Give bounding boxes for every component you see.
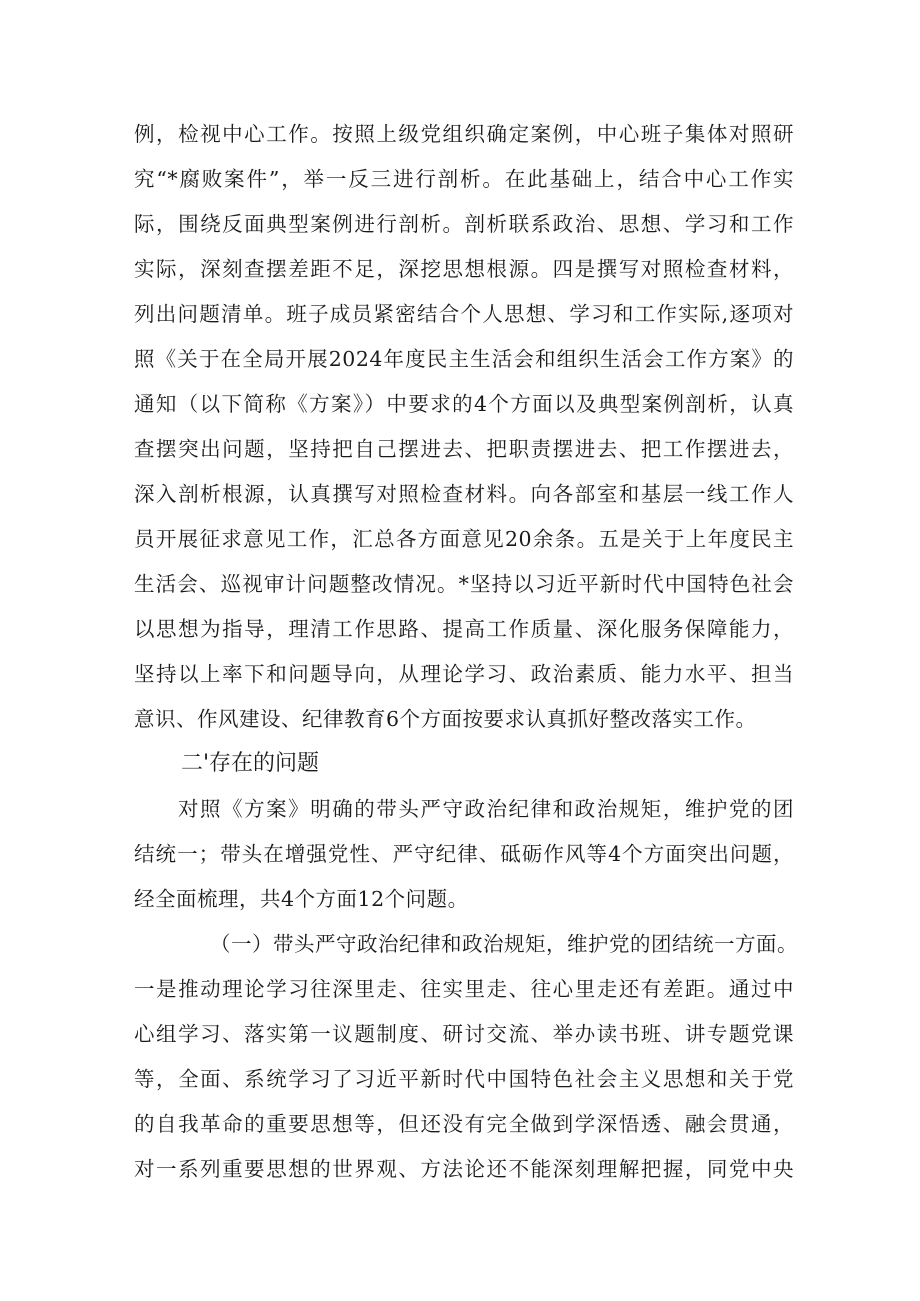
paragraph-line: 心组学习、落实第一议题制度、研讨交流、举办读书班、讲专题党课 (134, 1022, 794, 1046)
paragraph-line: 对照《方案》明确的带头严守政治纪律和政治规矩，维护党的团 (178, 797, 794, 821)
paragraph-line: 照《关于在全局开展2024年度民主生活会和组织生活会工作方案》的 (134, 347, 794, 371)
paragraph-line: （一）带头严守政治纪律和政治规矩，维护党的团结统一方面。 (210, 932, 798, 956)
paragraph-line: 对一系列重要思想的世界观、方法论还不能深刻理解把握，同党中央 (134, 1157, 794, 1181)
paragraph-line: 实际，深刻查摆差距不足，深挖思想根源。四是撰写对照检查材料， (134, 257, 794, 281)
paragraph-line: 深入剖析根源，认真撰写对照检查材料。向各部室和基层一线工作人 (134, 482, 794, 506)
section-heading: 二'存在的问题 (181, 751, 320, 776)
paragraph-line: 查摆突出问题，坚持把自己摆进去、把职责摆进去、把工作摆进去， (134, 437, 794, 461)
paragraph-line: 列出问题清单。班子成员紧密结合个人思想、学习和工作实际,逐项对 (134, 302, 794, 326)
paragraph-line: 的自我革命的重要思想等，但还没有完全做到学深悟透、融会贯通， (134, 1112, 794, 1136)
paragraph-line: 等，全面、系统学习了习近平新时代中国特色社会主义思想和关于党 (134, 1067, 794, 1091)
paragraph-line: 以思想为指导，理清工作思路、提高工作质量、深化服务保障能力， (134, 617, 794, 641)
paragraph-line: 生活会、巡视审计问题整改情况。*坚持以习近平新时代中国特色社会 (134, 572, 794, 596)
paragraph-line: 际，围绕反面典型案例进行剖析。剖析联系政治、思想、学习和工作 (134, 212, 794, 236)
paragraph-line: 一是推动理论学习往深里走、往实里走、往心里走还有差距。通过中 (134, 977, 794, 1001)
paragraph-line: 坚持以上率下和问题导向，从理论学习、政治素质、能力水平、担当 (134, 662, 794, 686)
paragraph-line: 经全面梳理，共4个方面12个问题。 (134, 887, 469, 911)
paragraph-line: 员开展征求意见工作，汇总各方面意见20余条。五是关于上年度民主 (134, 527, 794, 551)
paragraph-line: 究“*腐败案件”，举一反三进行剖析。在此基础上，结合中心工作实 (134, 167, 794, 191)
paragraph-line: 结统一；带头在增强党性、严守纪律、砥砺作风等4个方面突出问题， (134, 842, 794, 866)
paragraph-line: 例，检视中心工作。按照上级党组织确定案例，中心班子集体对照研 (134, 122, 794, 146)
paragraph-line: 通知（以下简称《方案》）中要求的4个方面以及典型案例剖析，认真 (134, 392, 794, 416)
paragraph-line: 意识、作风建设、纪律教育6个方面按要求认真抓好整改落实工作。 (134, 707, 757, 731)
